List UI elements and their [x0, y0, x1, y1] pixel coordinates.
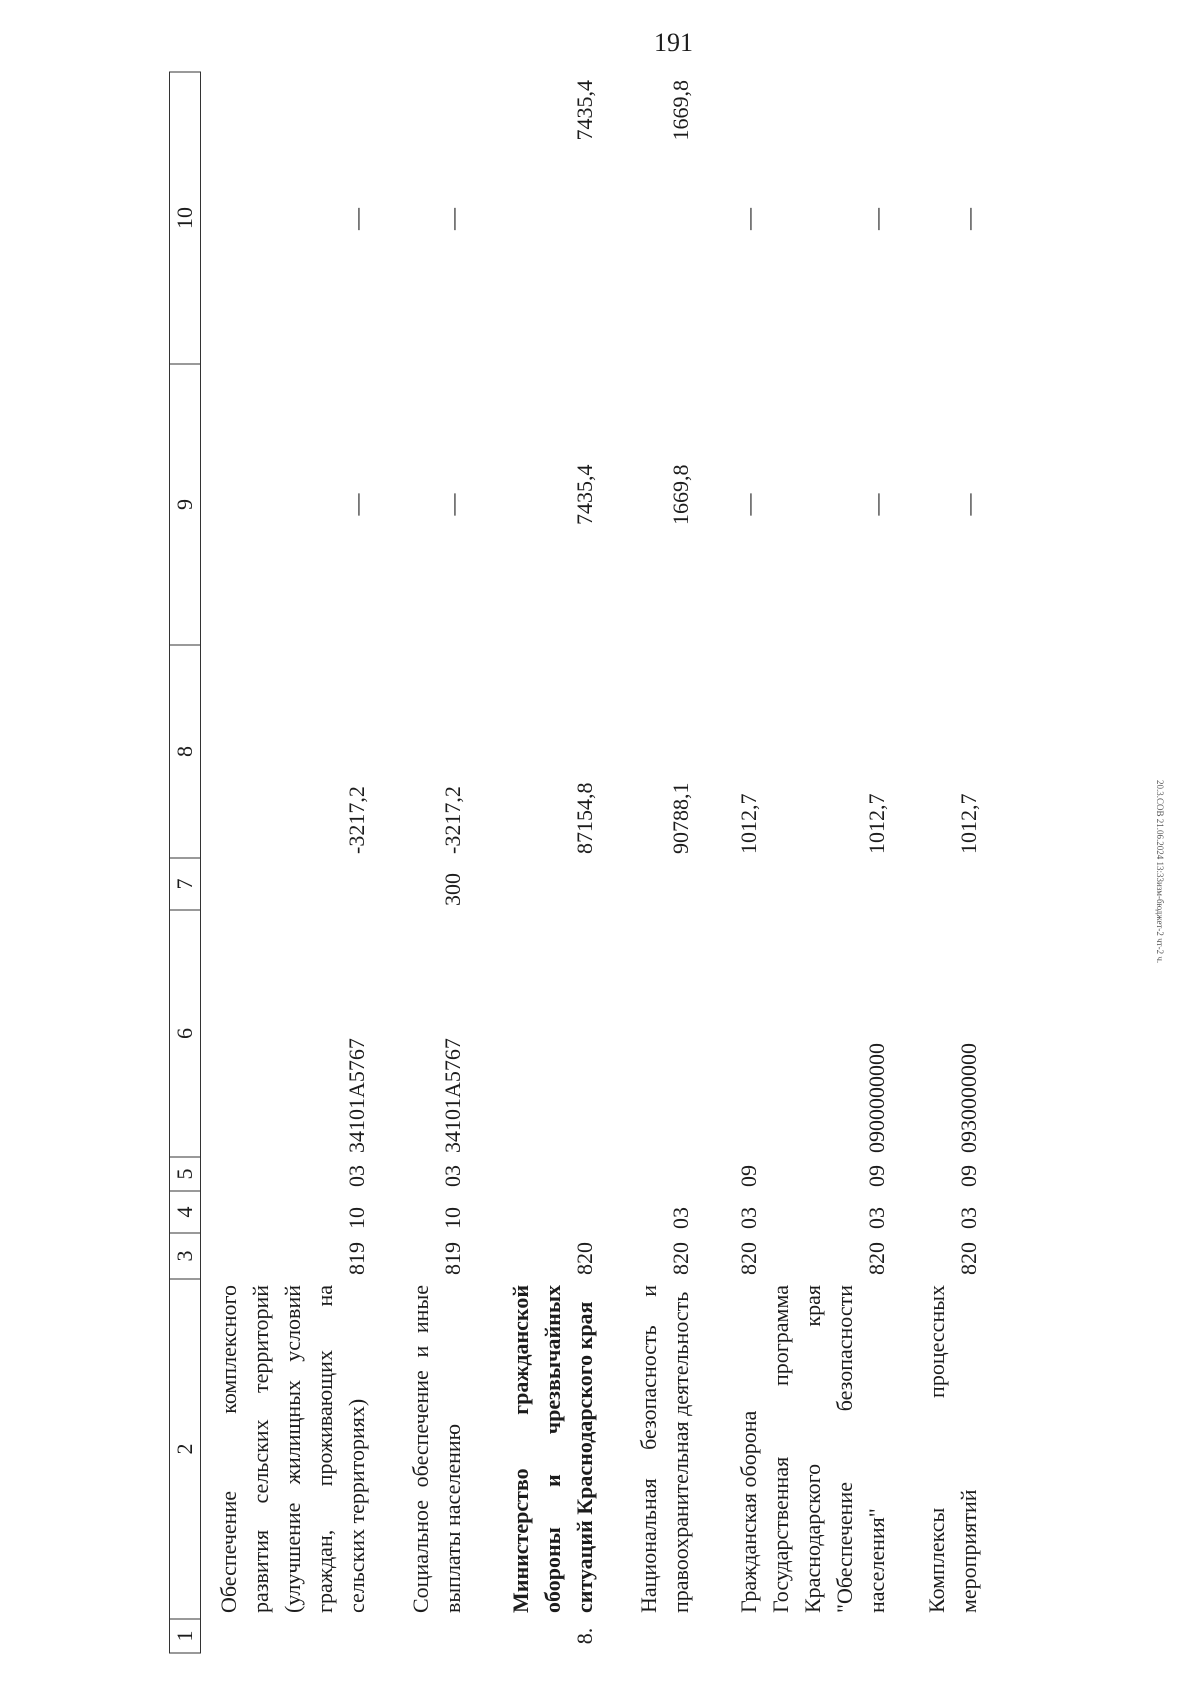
row-name: Национальная безопасность и правоохранительная деятельность: [635, 1285, 693, 1613]
col-header: 2: [170, 1279, 201, 1619]
cell-c8: 1012,7: [863, 793, 889, 854]
cell-c6: [697, 910, 765, 1157]
cell-c4: 03: [667, 1207, 693, 1229]
cell-c9: 7435,4: [571, 464, 597, 525]
cell-c3: 820: [955, 1242, 981, 1275]
row-number: [697, 1619, 765, 1653]
row-number: [373, 1619, 469, 1653]
cell-c3: 820: [571, 1242, 597, 1275]
cell-c8: 1012,7: [735, 793, 761, 854]
row-number: [893, 1619, 985, 1653]
cell-c8: -3217,2: [343, 786, 369, 854]
row-name: Министерство гражданской обороны и чрезвычайных ситуаций Краснодарского края: [507, 1285, 597, 1613]
cell-c10: —: [343, 208, 369, 230]
cell-c9: —: [343, 493, 369, 516]
cell-c9: —: [735, 493, 761, 516]
cell-c6: [601, 910, 697, 1157]
cell-c3: 820: [863, 1242, 889, 1275]
budget-table-rotated: [169, 73, 1055, 1654]
cell-c6: 34101A5767: [343, 1038, 369, 1153]
cell-c3: 819: [439, 1242, 465, 1275]
cell-c7: [893, 858, 985, 910]
cell-c10: —: [439, 208, 465, 230]
row-name: Гражданская оборона: [735, 1410, 761, 1613]
cell-c7: [469, 858, 601, 910]
cell-c3: 820: [667, 1242, 693, 1275]
cell-c6: 0930000000: [955, 1043, 981, 1153]
cell-c10: —: [735, 208, 761, 230]
cell-c9: —: [439, 493, 465, 516]
col-header: 9: [170, 364, 201, 645]
budget-table: [169, 72, 1055, 1654]
cell-c10: —: [955, 208, 981, 230]
cell-c3: 820: [735, 1242, 761, 1275]
cell-c5: 09: [863, 1165, 889, 1187]
cell-c7: [601, 858, 697, 910]
cell-c6: 0900000000: [863, 1043, 889, 1153]
cell-c8: 90788,1: [667, 782, 693, 854]
col-header: 10: [170, 72, 201, 364]
table-row: [893, 72, 985, 1653]
cell-c5: 03: [439, 1165, 465, 1187]
cell-c4: 03: [863, 1207, 889, 1229]
row-name: Социальное обеспечение и иные выплаты населению: [407, 1285, 465, 1613]
row-name: Обеспечение комплексного развития сельских территорий (улучшение жилищных условий граждан, проживающих на сельских территориях): [215, 1285, 369, 1613]
cell-c3: 819: [343, 1242, 369, 1275]
cell-c7: [201, 858, 373, 910]
cell-c10: —: [863, 208, 889, 230]
row-number: [601, 1619, 697, 1653]
cell-c6: 34101A5767: [439, 1038, 465, 1153]
cell-c7: [765, 858, 893, 910]
footer-code: 20.3.СОВ 21.06.2024 13:33изм-бюджет-2 чт-2 ч.: [1155, 780, 1165, 964]
cell-c8: -3217,2: [439, 786, 465, 854]
cell-c5: [601, 1157, 697, 1191]
table-row: [601, 72, 697, 1653]
page-number: 191: [654, 28, 693, 57]
cell-c8: 87154,8: [571, 782, 597, 854]
row-number: [201, 1619, 373, 1653]
cell-c7: 300: [439, 873, 465, 906]
row-name: Государственная программа Краснодарского края "Обеспечение безопасности населения": [767, 1285, 889, 1613]
cell-c7: [697, 858, 765, 910]
cell-c5: 09: [735, 1165, 761, 1187]
col-header: 5: [170, 1157, 201, 1191]
col-header: 3: [170, 1233, 201, 1279]
cell-c4: 03: [735, 1207, 761, 1229]
cell-c5: [469, 1157, 601, 1191]
col-header: 1: [170, 1619, 201, 1653]
cell-c5: 09: [955, 1165, 981, 1187]
cell-c9: —: [863, 493, 889, 516]
cell-c4: [469, 1191, 601, 1233]
row-number: [765, 1619, 893, 1653]
cell-c10: 1669,8: [667, 80, 693, 141]
table-row: [697, 72, 765, 1653]
col-header: 8: [170, 645, 201, 858]
cell-c4: 03: [955, 1207, 981, 1229]
cell-c10: 7435,4: [571, 80, 597, 141]
cell-c6: [469, 910, 601, 1157]
col-header: 6: [170, 910, 201, 1157]
cell-c5: 03: [343, 1165, 369, 1187]
table-row: [765, 72, 893, 1653]
row-number: 8.: [571, 1627, 597, 1645]
cell-c9: 1669,8: [667, 464, 693, 525]
row-name: Комплексы процессных мероприятий: [923, 1285, 981, 1613]
column-number-header: [170, 72, 201, 1653]
table-row: [201, 72, 373, 1653]
cell-c9: —: [955, 493, 981, 516]
cell-c8: 1012,7: [955, 793, 981, 854]
col-header: 4: [170, 1191, 201, 1233]
table-row: [469, 72, 601, 1653]
cell-c4: 10: [343, 1207, 369, 1229]
cell-c4: 10: [439, 1207, 465, 1229]
table-row: [373, 72, 469, 1653]
col-header: 7: [170, 858, 201, 910]
table-filler: [985, 72, 1056, 1653]
